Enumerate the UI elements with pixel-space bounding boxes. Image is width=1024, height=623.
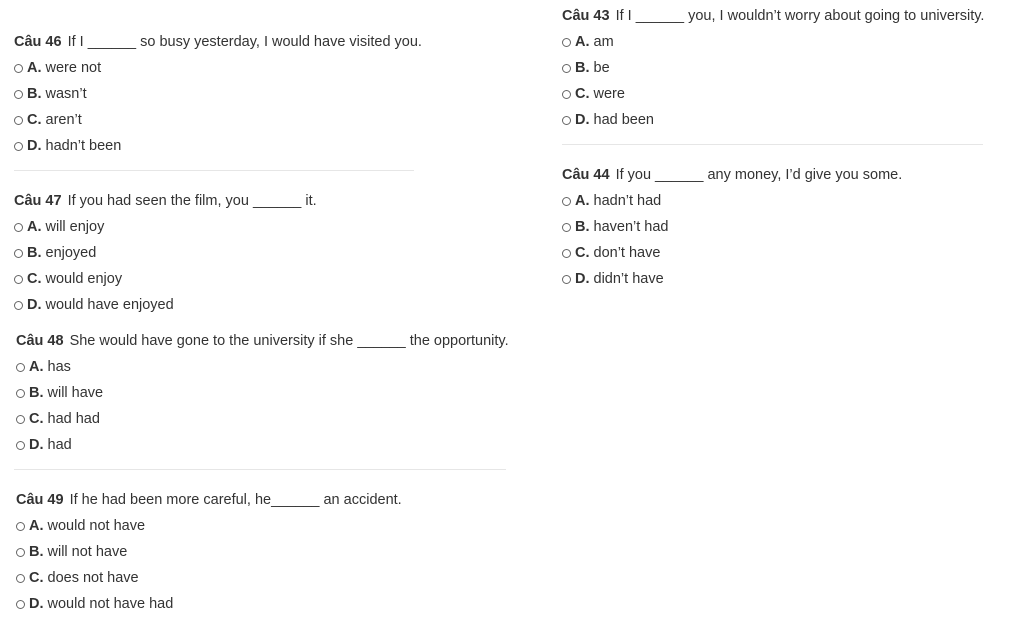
- radio-button[interactable]: [16, 522, 25, 531]
- option-b[interactable]: [14, 244, 317, 262]
- option-text: be: [593, 60, 610, 76]
- radio-button[interactable]: [16, 415, 25, 424]
- question-number: Câu 48: [16, 333, 64, 349]
- question-header: [562, 7, 984, 25]
- option-letter: D.: [575, 271, 590, 287]
- option-a[interactable]: [16, 358, 509, 376]
- radio-button[interactable]: [562, 38, 571, 47]
- option-letter: B.: [29, 544, 44, 560]
- divider: [14, 170, 414, 171]
- option-text: enjoyed: [45, 245, 97, 261]
- option-text: hadn’t had: [593, 193, 662, 209]
- option-text: will have: [47, 385, 104, 401]
- radio-button[interactable]: [16, 600, 25, 609]
- question-44: [562, 166, 902, 296]
- option-letter: D.: [29, 437, 44, 453]
- option-b[interactable]: [562, 59, 984, 77]
- question-number: Câu 44: [562, 167, 610, 183]
- option-text: were not: [45, 60, 102, 76]
- radio-button[interactable]: [562, 90, 571, 99]
- option-letter: C.: [27, 112, 42, 128]
- radio-button[interactable]: [14, 223, 23, 232]
- option-b[interactable]: [562, 218, 902, 236]
- radio-button[interactable]: [562, 116, 571, 125]
- option-a[interactable]: [14, 59, 422, 77]
- option-c[interactable]: [16, 410, 509, 428]
- option-text: aren’t: [45, 112, 82, 128]
- option-text: would not have had: [47, 596, 174, 612]
- option-letter: B.: [27, 245, 42, 261]
- question-header: [14, 192, 317, 210]
- option-letter: C.: [575, 86, 590, 102]
- option-b[interactable]: [14, 85, 422, 103]
- question-text: If he had been more careful, he______ an accident.: [69, 492, 402, 508]
- radio-button[interactable]: [14, 64, 23, 73]
- question-47: [14, 192, 317, 322]
- radio-button[interactable]: [562, 197, 571, 206]
- option-c[interactable]: [14, 111, 422, 129]
- radio-button[interactable]: [562, 223, 571, 232]
- option-d[interactable]: [16, 595, 402, 613]
- radio-button[interactable]: [14, 116, 23, 125]
- question-43: [562, 7, 984, 137]
- option-text: am: [593, 34, 614, 50]
- option-text: does not have: [47, 570, 139, 586]
- question-text: If I ______ so busy yesterday, I would have visited you.: [67, 34, 422, 50]
- option-letter: C.: [27, 271, 42, 287]
- option-a[interactable]: [14, 218, 317, 236]
- question-number: Câu 46: [14, 34, 62, 50]
- radio-button[interactable]: [562, 275, 571, 284]
- question-text: If you ______ any money, I’d give you some.: [615, 167, 903, 183]
- option-text: has: [47, 359, 71, 375]
- question-header: [14, 33, 422, 51]
- option-text: will enjoy: [45, 219, 105, 235]
- option-b[interactable]: [16, 543, 402, 561]
- radio-button[interactable]: [14, 301, 23, 310]
- option-letter: D.: [27, 138, 42, 154]
- radio-button[interactable]: [16, 389, 25, 398]
- question-text: If you had seen the film, you ______ it.: [67, 193, 317, 209]
- option-d[interactable]: [562, 111, 984, 129]
- option-d[interactable]: [562, 270, 902, 288]
- option-text: would not have: [47, 518, 146, 534]
- question-text: If I ______ you, I wouldn’t worry about going to university.: [615, 8, 985, 24]
- option-letter: A.: [27, 219, 42, 235]
- radio-button[interactable]: [562, 64, 571, 73]
- option-d[interactable]: [16, 436, 509, 454]
- radio-button[interactable]: [16, 441, 25, 450]
- option-d[interactable]: [14, 137, 422, 155]
- question-49: [16, 491, 402, 621]
- option-letter: A.: [29, 518, 44, 534]
- option-c[interactable]: [14, 270, 317, 288]
- question-header: [16, 491, 402, 509]
- radio-button[interactable]: [14, 90, 23, 99]
- question-header: [16, 332, 509, 350]
- question-number: Câu 47: [14, 193, 62, 209]
- option-letter: B.: [27, 86, 42, 102]
- option-a[interactable]: [562, 33, 984, 51]
- option-letter: D.: [29, 596, 44, 612]
- radio-button[interactable]: [14, 142, 23, 151]
- option-letter: A.: [575, 34, 590, 50]
- radio-button[interactable]: [16, 363, 25, 372]
- radio-button[interactable]: [562, 249, 571, 258]
- option-text: will not have: [47, 544, 128, 560]
- radio-button[interactable]: [14, 249, 23, 258]
- option-letter: A.: [29, 359, 44, 375]
- option-d[interactable]: [14, 296, 317, 314]
- option-text: haven’t had: [593, 219, 669, 235]
- question-number: Câu 43: [562, 8, 610, 24]
- question-header: [562, 166, 902, 184]
- option-letter: A.: [27, 60, 42, 76]
- option-letter: B.: [29, 385, 44, 401]
- option-c[interactable]: [562, 85, 984, 103]
- option-text: had: [47, 437, 72, 453]
- option-letter: C.: [575, 245, 590, 261]
- question-text: She would have gone to the university if she ______ the opportunity.: [69, 333, 509, 349]
- option-letter: C.: [29, 570, 44, 586]
- option-letter: B.: [575, 219, 590, 235]
- option-b[interactable]: [16, 384, 509, 402]
- question-46: [14, 33, 422, 163]
- question-48: [16, 332, 509, 462]
- option-text: would enjoy: [45, 271, 123, 287]
- option-c[interactable]: [562, 244, 902, 262]
- option-letter: A.: [575, 193, 590, 209]
- divider: [562, 144, 983, 145]
- option-text: had had: [47, 411, 100, 427]
- option-c[interactable]: [16, 569, 402, 587]
- option-letter: C.: [29, 411, 44, 427]
- radio-button[interactable]: [14, 275, 23, 284]
- radio-button[interactable]: [16, 574, 25, 583]
- option-text: had been: [593, 112, 654, 128]
- divider: [14, 469, 506, 470]
- option-text: didn’t have: [593, 271, 664, 287]
- option-letter: B.: [575, 60, 590, 76]
- option-text: hadn’t been: [45, 138, 122, 154]
- option-a[interactable]: [562, 192, 902, 210]
- option-text: wasn’t: [45, 86, 87, 102]
- option-a[interactable]: [16, 517, 402, 535]
- option-text: were: [593, 86, 625, 102]
- option-letter: D.: [575, 112, 590, 128]
- option-text: don’t have: [593, 245, 661, 261]
- option-letter: D.: [27, 297, 42, 313]
- option-text: would have enjoyed: [45, 297, 174, 313]
- radio-button[interactable]: [16, 548, 25, 557]
- question-number: Câu 49: [16, 492, 64, 508]
